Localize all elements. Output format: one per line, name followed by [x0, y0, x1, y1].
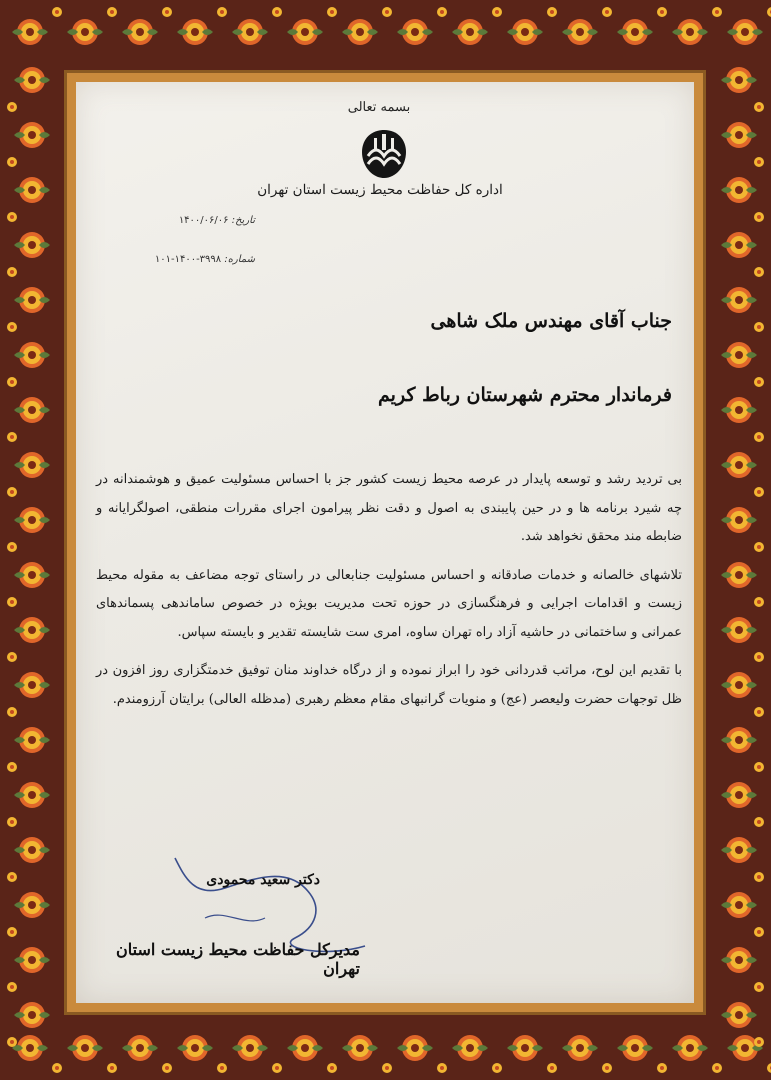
flower-motif [672, 1035, 708, 1061]
flower-motif [14, 122, 50, 148]
number-value: ۳۹۹۸-۱۴۰۰-۱۰۱ [154, 254, 222, 265]
flower-motif [721, 232, 757, 258]
flower-motif [122, 19, 158, 45]
bud-motif [712, 1063, 722, 1073]
bud-motif [7, 707, 17, 717]
flower-motif [177, 19, 213, 45]
flower-motif [287, 1035, 323, 1061]
flower-motif [727, 19, 763, 45]
flower-motif [721, 507, 757, 533]
bud-motif [547, 7, 557, 17]
flower-motif [67, 1035, 103, 1061]
flower-motif [721, 617, 757, 643]
bud-motif [547, 1063, 557, 1073]
bud-motif [7, 542, 17, 552]
flower-motif [342, 1035, 378, 1061]
bud-motif [754, 432, 764, 442]
bud-motif [492, 7, 502, 17]
bud-motif [437, 7, 447, 17]
body-paragraph: با تقدیم این لوح، مراتب قدردانی خود را ابراز نموده و از درگاه خداوند منان توفیق خدمتگزاری روز افزون در ظل توجهات حضرت ولیعصر (عج) و منویات گرانبهای مقام معظم رهبری (مدظله العالی) برایتان آرزومندم. [96, 663, 682, 707]
bud-motif [7, 1037, 17, 1047]
flower-motif [14, 507, 50, 533]
bud-motif [382, 1063, 392, 1073]
flower-motif [721, 67, 757, 93]
bud-motif [7, 322, 17, 332]
flower-motif [721, 177, 757, 203]
bud-motif [7, 762, 17, 772]
flower-motif [67, 19, 103, 45]
flower-motif [721, 672, 757, 698]
flower-motif [14, 1002, 50, 1028]
bud-motif [754, 597, 764, 607]
flower-motif [721, 892, 757, 918]
bud-motif [162, 7, 172, 17]
bud-motif [754, 267, 764, 277]
flower-motif [721, 122, 757, 148]
flower-motif [507, 19, 543, 45]
flower-motif [452, 1035, 488, 1061]
body-paragraph: تلاشهای خالصانه و خدمات صادقانه و احساس مسئولیت جنابعالی در راستای توجه مضاعف به مقوله محیط زیست و اقدامات اجرایی و فرهنگسازی در حوزه تحت مدیریت بویژه در خصوص ساماندهی پسماندهای عمرانی و ساختمانی در حاشیه آزاد راه تهران ساوه، امری ست شایسته تقدیر و بایسته سپاس. [96, 567, 682, 640]
bud-motif [754, 762, 764, 772]
flower-motif [14, 892, 50, 918]
flower-motif [14, 67, 50, 93]
bud-motif [754, 157, 764, 167]
bud-motif [7, 267, 17, 277]
bud-motif [7, 927, 17, 937]
flower-motif [507, 1035, 543, 1061]
bud-motif [107, 7, 117, 17]
flower-motif [14, 287, 50, 313]
bud-motif [7, 872, 17, 882]
date-value: ۱۴۰۰/۰۶/۰۶ [178, 215, 229, 226]
flower-motif [721, 947, 757, 973]
flower-motif [397, 1035, 433, 1061]
bud-motif [754, 102, 764, 112]
flower-motif [397, 19, 433, 45]
bud-motif [754, 1037, 764, 1047]
bud-motif [382, 7, 392, 17]
flower-motif [14, 727, 50, 753]
letter-number [105, 254, 255, 265]
letter-date [105, 215, 255, 226]
letter-body [96, 466, 682, 724]
bud-motif [7, 487, 17, 497]
bud-motif [754, 872, 764, 882]
flower-motif [14, 782, 50, 808]
flower-motif [14, 837, 50, 863]
environment-emblem-icon [358, 126, 410, 182]
flower-motif [721, 1002, 757, 1028]
flower-motif [721, 452, 757, 478]
bud-motif [754, 542, 764, 552]
flower-motif [721, 837, 757, 863]
bud-motif [7, 102, 17, 112]
bud-motif [492, 1063, 502, 1073]
bud-motif [7, 212, 17, 222]
bud-motif [7, 432, 17, 442]
flower-motif [12, 1035, 48, 1061]
bud-motif [754, 817, 764, 827]
flower-motif [721, 727, 757, 753]
bud-motif [767, 1063, 771, 1073]
bud-motif [7, 377, 17, 387]
flower-motif [287, 19, 323, 45]
flower-motif [721, 562, 757, 588]
flower-motif [721, 397, 757, 423]
bud-motif [217, 7, 227, 17]
flower-motif [14, 562, 50, 588]
flower-motif [12, 19, 48, 45]
bud-motif [437, 1063, 447, 1073]
bud-motif [7, 652, 17, 662]
flower-motif [617, 1035, 653, 1061]
flower-motif [14, 617, 50, 643]
bud-motif [602, 7, 612, 17]
flower-motif [232, 19, 268, 45]
flower-motif [342, 19, 378, 45]
bud-motif [52, 1063, 62, 1073]
flower-motif [721, 342, 757, 368]
flower-motif [14, 342, 50, 368]
flower-motif [562, 1035, 598, 1061]
flower-motif [721, 287, 757, 313]
bud-motif [327, 1063, 337, 1073]
bud-motif [7, 817, 17, 827]
flower-motif [14, 397, 50, 423]
bud-motif [754, 652, 764, 662]
bud-motif [712, 7, 722, 17]
bud-motif [754, 927, 764, 937]
recipient-name: جناب آقای مهندس ملک شاهی [430, 310, 672, 332]
bud-motif [657, 7, 667, 17]
bud-motif [657, 1063, 667, 1073]
bud-motif [754, 707, 764, 717]
bud-motif [754, 487, 764, 497]
flower-motif [14, 947, 50, 973]
bud-motif [754, 982, 764, 992]
signer-name: دکتر سعید محمودی [206, 872, 320, 888]
flower-motif [177, 1035, 213, 1061]
flower-motif [14, 177, 50, 203]
bud-motif [7, 982, 17, 992]
bud-motif [162, 1063, 172, 1073]
flower-motif [672, 19, 708, 45]
bud-motif [767, 7, 771, 17]
bud-motif [217, 1063, 227, 1073]
bud-motif [272, 1063, 282, 1073]
flower-motif [232, 1035, 268, 1061]
flower-motif [721, 782, 757, 808]
number-label: شماره: [224, 254, 255, 265]
bud-motif [107, 1063, 117, 1073]
date-label: تاریخ: [231, 215, 255, 226]
bud-motif [754, 212, 764, 222]
flower-motif [452, 19, 488, 45]
flower-motif [14, 672, 50, 698]
bud-motif [754, 377, 764, 387]
bud-motif [52, 7, 62, 17]
bud-motif [754, 322, 764, 332]
bud-motif [7, 597, 17, 607]
bud-motif [327, 7, 337, 17]
signer-title: مدیرکل حفاظت محیط زیست استان تهران [116, 940, 360, 978]
flower-motif [122, 1035, 158, 1061]
body-paragraph: بی تردید رشد و توسعه پایدار در عرصه محیط زیست کشور جز با احساس مسئولیت عمیق و هوشمندانه در چه شیرد برنامه ها و در حین پایبندی به اصول و دقت نظر پیرامون اجرای مقررات منطقی، اصولگرایانه و ضابطه مند محقق نخواهد شد. [96, 472, 682, 544]
flower-motif [14, 232, 50, 258]
recipient-title: فرماندار محترم شهرستان رباط کریم [378, 384, 672, 406]
organization-name: اداره کل حفاظت محیط زیست استان تهران [257, 182, 503, 198]
flower-motif [562, 19, 598, 45]
bud-motif [602, 1063, 612, 1073]
flower-motif [617, 19, 653, 45]
bismillah-text: بسمه تعالی [347, 100, 411, 115]
bud-motif [272, 7, 282, 17]
bud-motif [7, 157, 17, 167]
flower-motif [14, 452, 50, 478]
